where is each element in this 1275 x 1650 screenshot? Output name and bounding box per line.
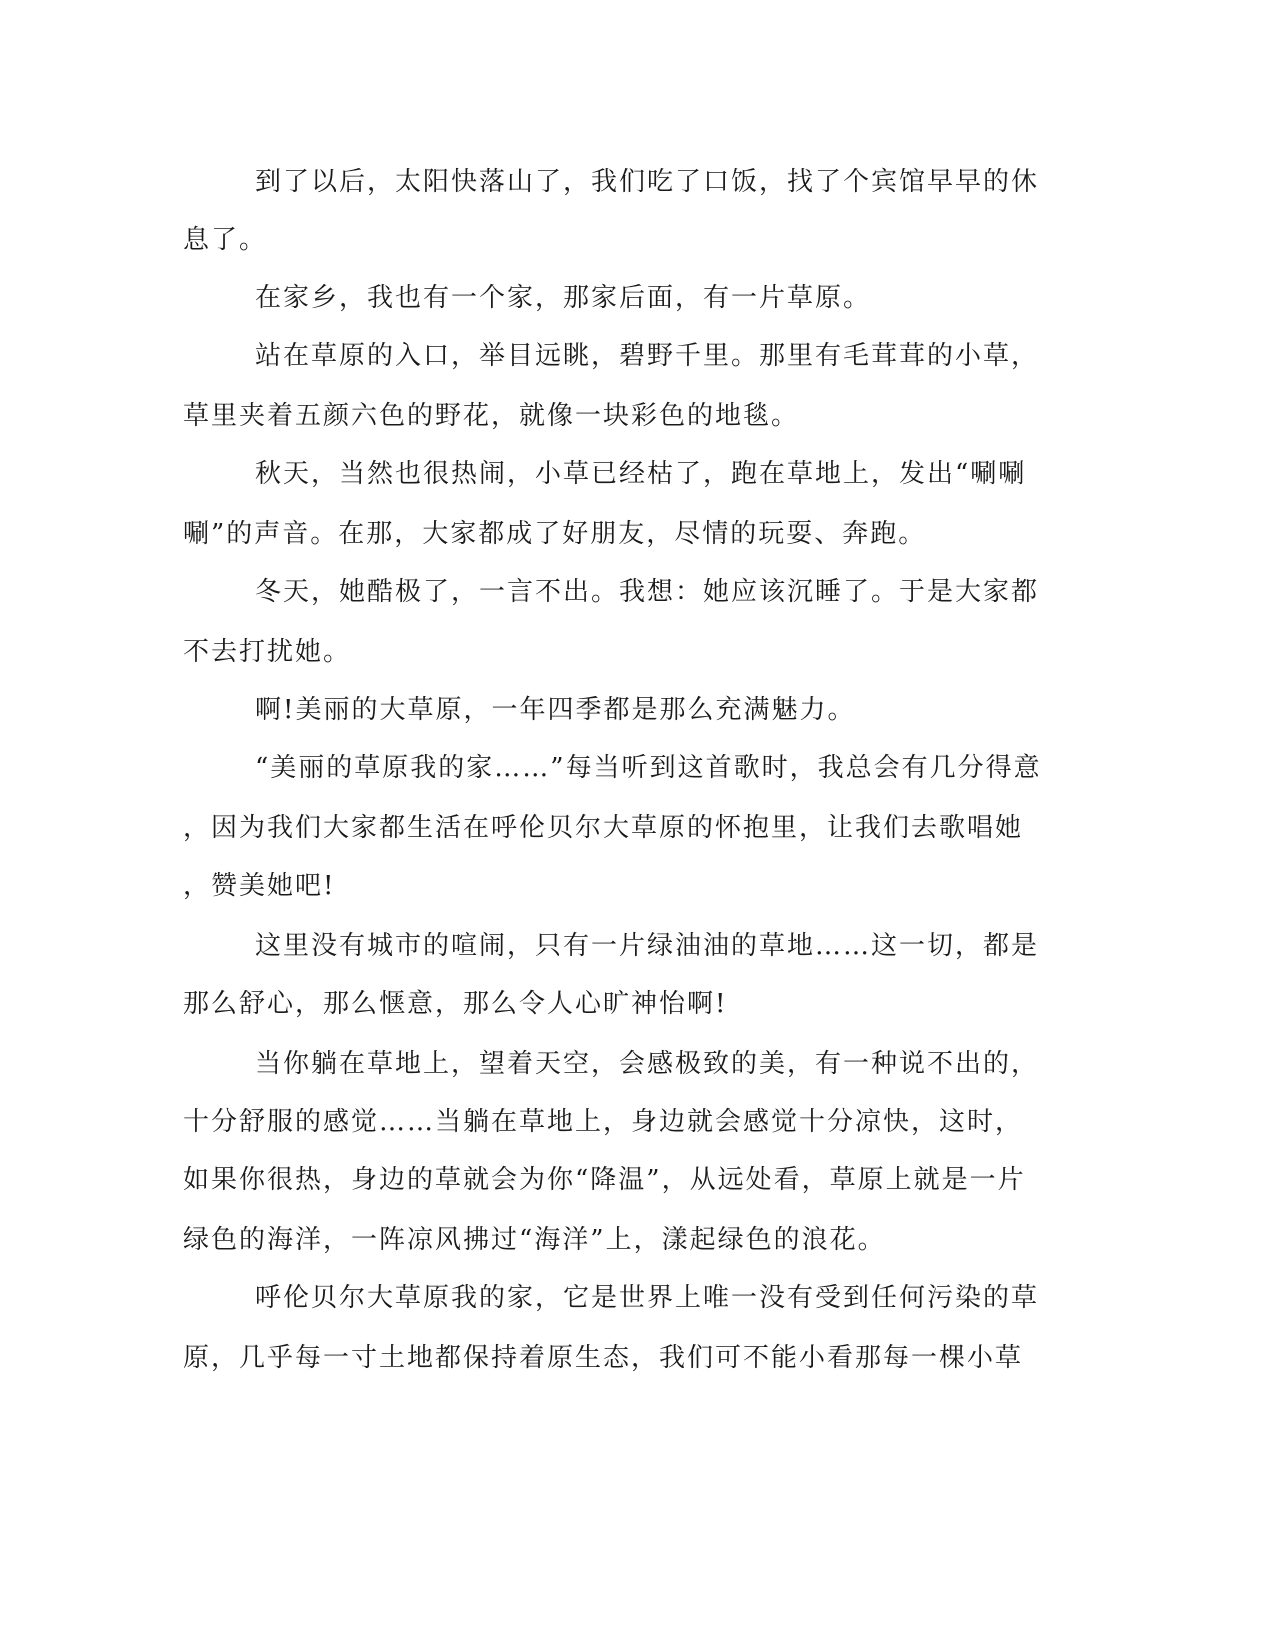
text-line: 呼伦贝尔大草原我的家，它是世界上唯一没有受到任何污染的草 [255, 1283, 1040, 1313]
text-line: 不去打扰她。 [183, 637, 352, 667]
text-line: ，赞美她吧! [183, 871, 336, 901]
text-line: 那么舒心，那么惬意，那么令人心旷神怡啊! [183, 989, 728, 1019]
text-line: 息了。 [183, 225, 268, 255]
text-line: 绿色的海洋，一阵凉风拂过“海洋”上，漾起绿色的浪花。 [183, 1225, 886, 1255]
text-line: 到了以后，太阳快落山了，我们吃了口饭，找了个宾馆早早的休 [255, 167, 1040, 197]
text-line: 这里没有城市的喧闹，只有一片绿油油的草地……这一切，都是 [255, 931, 1040, 961]
text-line: 冬天，她酷极了，一言不出。我想：她应该沉睡了。于是大家都 [255, 577, 1040, 607]
text-line: 在家乡，我也有一个家，那家后面，有一片草原。 [255, 283, 872, 313]
text-line: 站在草原的入口，举目远眺，碧野千里。那里有毛茸茸的小草， [255, 341, 1040, 371]
text-line: 秋天，当然也很热闹，小草已经枯了，跑在草地上，发出“唰唰 [255, 459, 1027, 489]
text-line: 啊!美丽的大草原，一年四季都是那么充满魅力。 [255, 695, 856, 725]
text-line: 当你躺在草地上，望着天空，会感极致的美，有一种说不出的， [255, 1049, 1040, 1079]
text-line: 草里夹着五颜六色的野花，就像一块彩色的地毯。 [183, 401, 800, 431]
text-line: 十分舒服的感觉……当躺在草地上，身边就会感觉十分凉快，这时， [183, 1107, 1024, 1137]
text-line: ，因为我们大家都生活在呼伦贝尔大草原的怀抱里，让我们去歌唱她 [183, 813, 1024, 843]
text-line: 唰”的声音。在那，大家都成了好朋友，尽情的玩耍、奔跑。 [183, 519, 927, 549]
text-line: 原，几乎每一寸土地都保持着原生态，我们可不能小看那每一棵小草 [183, 1343, 1024, 1373]
text-line: “美丽的草原我的家……”每当听到这首歌时，我总会有几分得意 [255, 753, 1042, 783]
text-line: 如果你很热，身边的草就会为你“降温”，从远处看，草原上就是一片 [183, 1165, 1026, 1195]
